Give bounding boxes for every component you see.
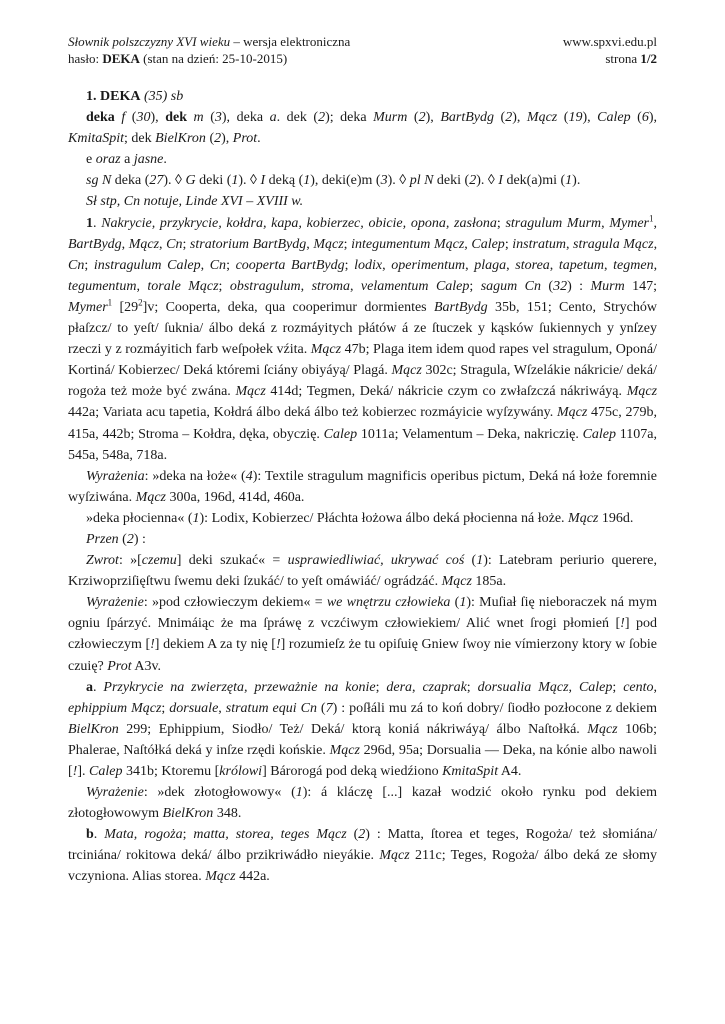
text-run: 2 <box>418 110 426 126</box>
text-run: (35) sb <box>143 89 184 104</box>
text-run: Mącz <box>313 236 344 252</box>
text-run: we wnętrzu człowieka <box>326 595 451 611</box>
text-run: 1 <box>459 595 467 611</box>
text-run: , <box>604 257 614 273</box>
text-run: ; <box>496 215 506 231</box>
text-run: ), <box>582 110 598 126</box>
text-run: 47b; Plaga item idem quod rapes vel stragulum, Oponá/ Kortiná/ Kobierzec/ Deká któremi ſciány obiyáyą/ Plagá. <box>68 342 658 379</box>
text-run: ; <box>466 679 478 695</box>
text-run: Mymer <box>609 215 650 231</box>
text-run: czaprak <box>422 679 467 695</box>
text-run: KmitaSpit <box>68 131 125 147</box>
text-run: e <box>86 152 96 168</box>
text-run: oraz <box>95 152 121 168</box>
text-run: BielKron <box>155 131 206 147</box>
text-run: ( <box>464 553 477 569</box>
text-run: Calep <box>597 110 631 126</box>
text-run: 300a, 196d, 414d, 460a. <box>165 489 305 505</box>
text-run: 341b; Ktoremu [ <box>122 764 220 779</box>
text-run: ! <box>150 637 155 653</box>
text-run: . <box>93 215 102 231</box>
text-run: stratorium BartBydg <box>189 236 307 252</box>
entry-forms <box>68 107 657 149</box>
text-run: ; <box>182 236 190 252</box>
text-run: operimentum <box>391 257 466 273</box>
text-run: Mącz <box>329 742 360 758</box>
text-run: ) : <box>133 531 146 547</box>
text-run: cento <box>623 679 654 695</box>
text-run: ) : <box>567 278 591 294</box>
text-run: ). ◊ <box>387 173 410 189</box>
text-run: instratum <box>512 236 566 252</box>
text-run: ( <box>316 700 326 716</box>
text-run: G <box>185 173 196 189</box>
text-run: deki ( <box>433 173 470 189</box>
text-run: ( <box>541 278 554 294</box>
text-run: Mącz <box>205 869 236 885</box>
text-run: dorsualia Mącz <box>477 679 569 695</box>
entry-headword <box>68 86 657 107</box>
text-run: 2 <box>505 110 513 126</box>
text-run: deka ( <box>111 173 150 189</box>
sense-1 <box>68 213 657 466</box>
text-run: ( <box>450 595 460 611</box>
text-run: integumentum Mącz <box>351 236 465 252</box>
text-run: Cn <box>209 257 227 273</box>
text-run: dek(a)mi ( <box>502 173 566 189</box>
text-run: ), deka <box>221 110 270 126</box>
text-run: 35b, 151; Cento, Strychów płaſzcz/ to yeſt/ ſukniа/ álbo deká z rozmáyitych płátów á ze ſtuczek y kąsków ſukiennych y ynſzey rzeczi y z rozmáyitich farb weſpołek vźita. <box>68 299 658 358</box>
text-run: 30 <box>136 110 151 126</box>
text-run: Mata, rogoża <box>104 827 183 843</box>
text-run: ; <box>84 257 94 273</box>
text-run: 106b; Phalerae, Naſtółká deká y inſze rzędi końskie. <box>68 721 657 758</box>
text-run: ; <box>344 257 355 273</box>
entry-word: DEKA <box>102 51 140 66</box>
text-run: deka <box>86 110 115 126</box>
text-run: 2 <box>318 110 326 126</box>
text-run: 1 <box>231 173 239 189</box>
text-run: plaga <box>474 257 507 273</box>
text-run: Mącz <box>626 384 658 400</box>
text-run: Zwrot <box>86 553 119 569</box>
text-run: czemu <box>141 553 177 569</box>
text-run: 147; <box>624 278 658 294</box>
text-run: Mącz <box>557 405 588 421</box>
text-run: ; <box>161 700 170 716</box>
text-run: Sł stp, Cn notuje, Linde XVI – XVIII w. <box>86 194 304 210</box>
text-run: , <box>218 700 226 716</box>
text-run: , <box>412 679 423 695</box>
text-run: 185a. <box>471 574 507 590</box>
text-run: 2 <box>358 827 366 843</box>
text-run: BielKron <box>68 721 119 737</box>
text-run: Przykrycie na zwierzęta, przeważnie na konie <box>103 679 376 695</box>
text-run: ]v; Cooperta, deka, qua cooperimur dormientes <box>142 299 434 315</box>
text-run: 1 <box>86 215 93 231</box>
text-run: 442a. <box>235 869 270 885</box>
page-number: 1/2 <box>640 51 657 66</box>
text-run: Wyrażenie <box>86 785 144 801</box>
text-run: dek <box>165 110 187 126</box>
text-run: BielKron <box>162 806 214 822</box>
text-run: królowi <box>219 764 263 779</box>
expression-pod-czlowieczym-dekiem <box>68 592 657 676</box>
text-run: 348. <box>213 806 242 822</box>
text-run: b <box>86 827 94 843</box>
text-run: 475c, 279b, 415a, 442b; Stroma – Kołdra, dęka, obyczię. <box>68 405 657 442</box>
text-run: Nakrycie, przykrycie, kołdra, kapa, kobierzec, obicie, opona, zasłona <box>101 215 497 231</box>
text-run: deki ( <box>195 173 232 189</box>
entry-sources-note <box>68 191 657 212</box>
text-run: tegumentum <box>68 278 137 294</box>
text-run: ; <box>182 827 194 843</box>
expression-deka-na-loze <box>68 466 657 508</box>
text-run: 1. DEKA <box>86 89 141 104</box>
text-run: ] dekiem A za ty nię [ <box>154 637 276 653</box>
text-run: dorsuale <box>169 700 219 716</box>
text-run: 1 <box>565 173 573 189</box>
text-run: : »[ <box>118 553 142 569</box>
dictionary-title-rest: – wersja elektroniczna <box>230 34 351 49</box>
text-run: ( <box>346 827 359 843</box>
text-run: ); deka <box>325 110 374 126</box>
dictionary-title-italic: Słownik polszczyzny XVI wieku <box>68 34 231 49</box>
text-run: ( <box>125 110 137 126</box>
text-run: 4 <box>245 468 253 484</box>
text-run: KmitaSpit <box>442 764 499 779</box>
text-run: ( <box>205 131 215 147</box>
text-run: ; <box>226 257 236 273</box>
text-run: , <box>306 236 314 252</box>
text-run: 1 <box>649 212 654 223</box>
page-indicator <box>605 50 657 67</box>
text-run: 414d; Tegmen, Deká/ nákricie czym co zwłaſzczá nákriwáyą. <box>265 384 627 400</box>
text-run: Calep <box>578 679 613 695</box>
text-run: . <box>93 679 104 695</box>
text-run: stratum equi Cn <box>225 700 317 716</box>
text-run: velamentum Calep <box>360 278 470 294</box>
text-run: jasne <box>133 152 164 168</box>
text-run: ; <box>612 679 624 695</box>
text-run: , <box>549 257 559 273</box>
text-run: Murm <box>590 278 625 294</box>
text-run: dera <box>386 679 413 695</box>
text-run: ; <box>469 278 481 294</box>
text-run: BartBydg <box>433 299 488 315</box>
text-run: BartBydg <box>440 110 494 126</box>
text-run: f <box>121 110 126 126</box>
text-run: Mącz <box>526 110 558 126</box>
text-run: 299; Ephippium, Siodło/ Też/ Deká/ ktorą koniá nákriwáyą/ álbo Naſtołká. <box>118 721 588 737</box>
text-run: 2 <box>469 173 477 189</box>
text-run: Calep <box>582 426 617 442</box>
text-run: ): á kláczę [...] kazał wodzić około rynku pod dekiem złotogłowowym <box>68 785 657 822</box>
text-run: ), <box>425 110 441 126</box>
text-run: Mącz <box>391 363 422 379</box>
text-run: ; <box>504 236 513 252</box>
text-run: , <box>121 236 129 252</box>
text-run: , <box>382 257 392 273</box>
website-link[interactable]: www.spxvi.edu.pl <box>562 34 657 49</box>
text-run: Mącz <box>235 384 266 400</box>
text-run: obstragulum <box>229 278 301 294</box>
text-run: ). ◊ <box>476 173 499 189</box>
text-run: ), <box>150 110 166 126</box>
text-run: stragulum Murm <box>505 215 602 231</box>
entry-status: (stan na dzień: 25-10-2015) <box>139 51 288 66</box>
text-run: Murm <box>373 110 408 126</box>
sense-1a <box>68 677 657 782</box>
text-run: a <box>269 110 277 126</box>
text-run: ( <box>630 110 642 126</box>
text-run: sagum Cn <box>480 278 542 294</box>
text-run: ! <box>620 616 625 632</box>
text-run: pl N <box>409 173 434 189</box>
text-run: tegmen <box>613 257 654 273</box>
text-run: ] rozumieſz że tu opiſuię Gniew ſwoy nie vímierzony ktory w ſobie czuię? <box>68 637 657 674</box>
text-run: sg N <box>86 173 112 189</box>
text-run: ( <box>493 110 506 126</box>
text-run: , <box>300 278 312 294</box>
text-run: instragulum Calep <box>93 257 201 273</box>
text-run: 6 <box>641 110 649 126</box>
text-run: 32 <box>553 278 568 294</box>
text-run: Cn <box>166 236 183 252</box>
text-run: 302c; Stragula, Wſzelákie nákricie/ deká/ rogoża też może być zwána. <box>68 363 657 400</box>
text-run: : »dek złotogłowowy« ( <box>143 785 296 801</box>
text-run: 196d. <box>598 510 634 526</box>
entry-info <box>68 50 287 67</box>
text-run: ] deki szukać« = <box>176 553 288 569</box>
text-run: ): Textile stragulum magnificis operibus pictum, Deká ná łoże foremnie wyſziwána. <box>68 468 657 505</box>
text-run: Mącz <box>568 510 599 526</box>
text-run: Mącz <box>441 574 472 590</box>
text-run: ): Latebram periurio querere, Krziwoprziſięſtwu ſwemu deki ſzukáć/ to yeſt omáwiáć/ ográdzáć. <box>68 553 657 590</box>
text-run: 7 <box>325 700 333 716</box>
expression-deka-plocienna <box>68 508 657 529</box>
text-run: ( <box>557 110 569 126</box>
entry-phonetics <box>68 149 657 170</box>
text-run: »deka płocienna« ( <box>86 510 193 526</box>
text-run: 1 <box>476 553 484 569</box>
text-run: , <box>653 679 658 695</box>
text-run: ! <box>275 637 281 653</box>
text-run: usprawiedliwiać, ukrywać coś <box>287 553 465 569</box>
text-run: ]. <box>77 764 90 779</box>
text-run: 442a; Variata acu tapetia, Kołdrá álbo deká álbo też kobierzec rozmáyicie wyſzywány. <box>68 405 557 421</box>
text-run: Wyrażenie <box>86 595 144 611</box>
text-run: ; <box>375 679 387 695</box>
text-run: Mącz <box>135 489 166 505</box>
text-run: ( <box>407 110 419 126</box>
text-run: ): Muſiał ſię nieboraczek ná mym ogniu ſpárzyć. Mnimáiąc że ma ſpráwę z vczćiwym człowiekiem/ Alić wnet ſrogi płomień [ <box>68 595 657 632</box>
text-run: ), <box>648 110 658 126</box>
text-run: ] pod człowieczym [ <box>68 616 657 653</box>
text-run: ( <box>203 110 215 126</box>
text-run: a <box>120 152 134 168</box>
text-run: Mącz <box>310 342 342 358</box>
text-run: Calep <box>471 236 505 252</box>
text-run: Prot <box>107 658 132 674</box>
figurative-heading <box>68 529 657 550</box>
text-run: a <box>86 679 93 695</box>
text-run: ) : poſłáli mu zá to koń dobry/ ſiodło pozłocone z dekiem <box>332 700 658 716</box>
text-run: Przen <box>86 531 119 547</box>
text-run: 19 <box>568 110 583 126</box>
text-run: stroma <box>311 278 350 294</box>
text-run: ; dek <box>124 131 156 147</box>
text-run: 3 <box>380 173 388 189</box>
text-run: BartBydg <box>68 236 122 252</box>
text-run: 3 <box>214 110 222 126</box>
entry-body <box>68 86 657 888</box>
text-run: , <box>565 236 574 252</box>
text-run: ; <box>343 236 352 252</box>
text-run: , <box>349 278 361 294</box>
text-run: ). <box>572 173 581 189</box>
text-run: 296d, 95a; Dorsualia — Deka, na kónie albo nawoli [ <box>68 742 657 779</box>
text-run: , <box>653 257 658 273</box>
text-run: Mącz <box>379 848 410 864</box>
text-run: , <box>159 236 167 252</box>
sense-1b <box>68 824 657 887</box>
text-run: : »deka na łoże« ( <box>144 468 246 484</box>
text-run: . <box>163 152 167 168</box>
text-run: cooperta BartBydg <box>235 257 345 273</box>
idiom-deki-szukac <box>68 550 657 592</box>
text-run: Mymer <box>68 299 108 315</box>
page-label: strona <box>605 51 641 66</box>
text-run: matta, storea, teges Mącz <box>193 827 347 843</box>
entry-label: hasło: <box>68 51 103 66</box>
text-run: ). ◊ <box>238 173 261 189</box>
text-run: , <box>465 257 475 273</box>
text-run: 1 <box>295 785 303 801</box>
text-run: stragula Mącz <box>573 236 654 252</box>
text-run: 1107a, 545a, 548a, 718a. <box>68 426 657 463</box>
text-run: I <box>498 173 503 189</box>
text-run: lodix <box>354 257 383 273</box>
text-run: 2 <box>126 531 134 547</box>
expression-dek-zlotoglowowy <box>68 782 657 824</box>
text-run: [29 <box>112 299 139 315</box>
text-run: m <box>193 110 204 126</box>
text-run: Wyrażenia <box>86 468 145 484</box>
text-run: . <box>257 131 261 147</box>
text-run: ephippium Mącz <box>68 700 162 716</box>
text-run: ). ◊ <box>163 173 186 189</box>
text-run: 2 <box>138 297 143 308</box>
text-run: I <box>260 173 266 189</box>
text-run: torale Mącz <box>147 278 219 294</box>
text-run: ! <box>72 764 78 779</box>
text-run: , <box>464 236 472 252</box>
text-run: Cn <box>68 257 85 273</box>
text-run: , <box>506 257 516 273</box>
text-run: ), deki(e)m ( <box>310 173 381 189</box>
dictionary-title <box>68 33 350 50</box>
text-run: ; <box>218 278 230 294</box>
text-run: ] Bárorogá pod deką wiedźiono <box>262 764 443 779</box>
text-run: , <box>601 215 610 231</box>
text-run: ( <box>118 531 127 547</box>
text-run: Mącz <box>128 236 160 252</box>
text-run: tapetum <box>558 257 605 273</box>
text-run: , <box>568 679 579 695</box>
text-run: 2 <box>214 131 222 147</box>
page-header <box>68 33 657 67</box>
text-run: ), <box>512 110 527 126</box>
text-run: 27 <box>149 173 164 189</box>
entry-inflection <box>68 170 657 191</box>
text-run: . <box>93 827 105 843</box>
text-run: ): Lodix, Kobierzec/ Płáchta łożowa álbo deká płocienna ná łoże. <box>199 510 569 526</box>
text-run: : »pod człowieczym dekiem« = <box>143 595 327 611</box>
text-run: , <box>136 278 148 294</box>
text-run: ) : Matta, ſtorea et teges, Rogoża/ też słomiána/ trciniána/ rokitowa deká/ álbo przikriwádło nieyákie. <box>68 827 658 864</box>
text-run: , <box>653 236 658 252</box>
text-run: 1 <box>107 297 113 308</box>
text-run: 211c; Teges, Rogoża/ álbo deká ze słomy vczyniona. Alias storea. <box>68 848 657 885</box>
text-run: 1 <box>192 510 200 526</box>
text-run: 1 <box>303 173 311 189</box>
text-run: , <box>200 257 210 273</box>
text-run: Calep <box>323 426 358 442</box>
text-run: . dek ( <box>276 110 319 126</box>
text-run: Mącz <box>587 721 618 737</box>
text-run: ), <box>221 131 233 147</box>
text-run: Calep <box>89 764 123 779</box>
text-run: 1011a; Velamentum – Deka, nakriczię. <box>357 426 583 442</box>
text-run: deką ( <box>265 173 304 189</box>
text-run: A3v. <box>131 658 162 674</box>
text-run: Prot <box>232 131 258 147</box>
text-run: storea <box>515 257 550 273</box>
text-run: A4. <box>498 764 522 779</box>
text-run: , <box>653 215 658 231</box>
